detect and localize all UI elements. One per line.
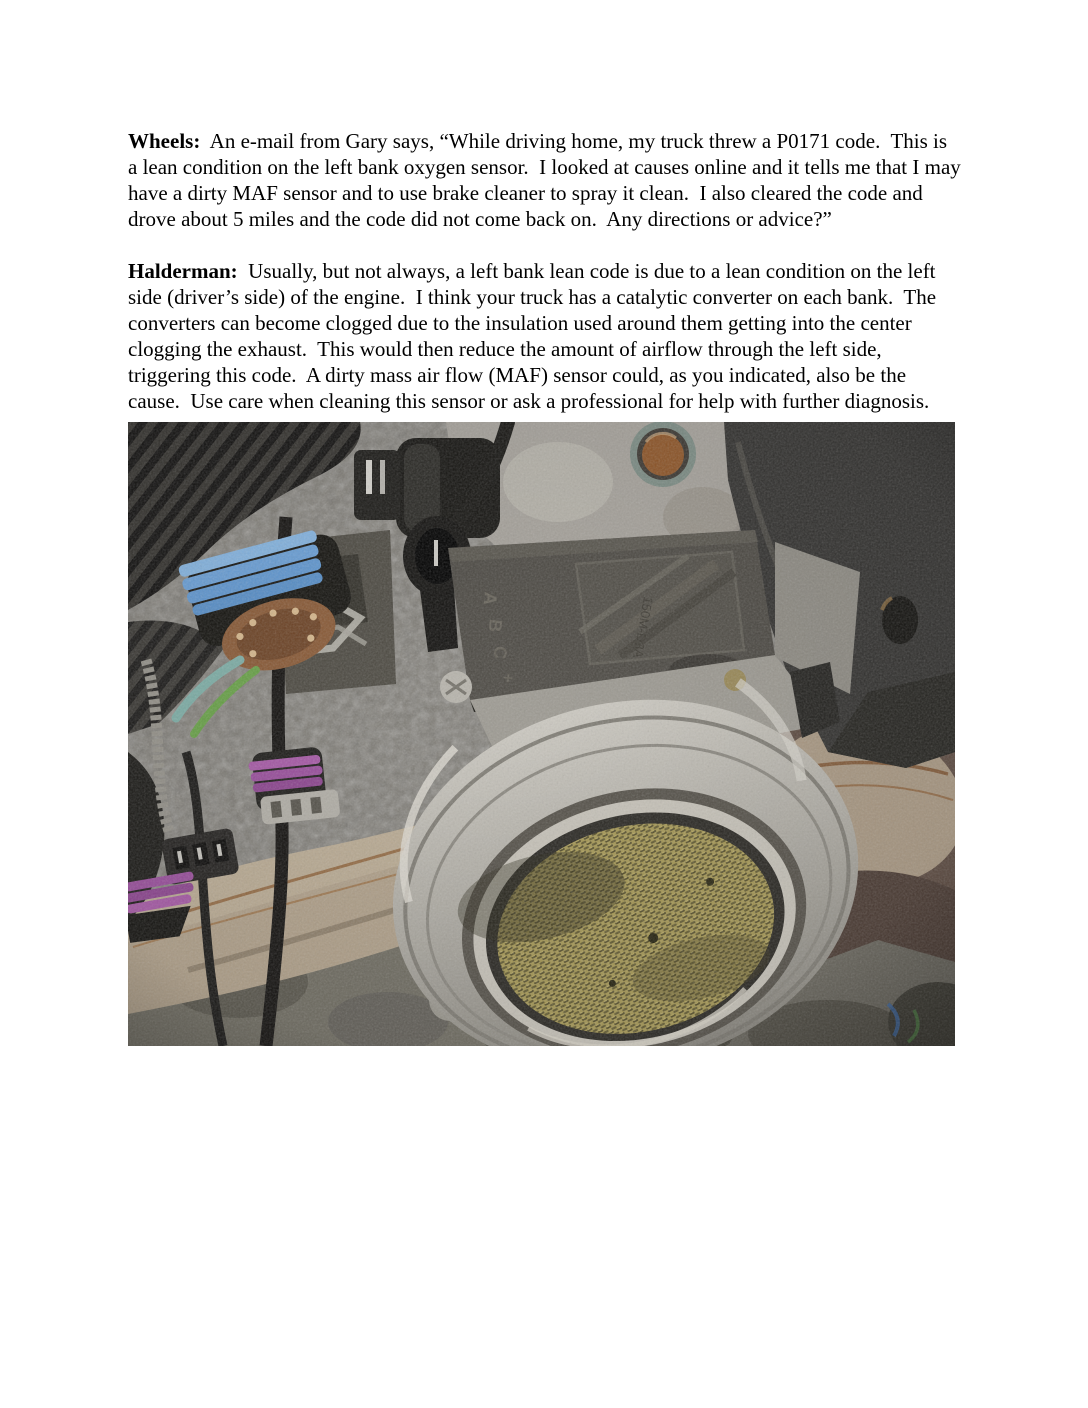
paragraph-wheels-text: An e-mail from Gary says, “While driving home, my truck threw a P0171 code. This is a lean condition on the left bank oxygen sensor. I looked at causes online and it tells me that I may have a dirty MAF sensor and to use brake cleaner to spray it clean. I also cleared the code and drove about 5 miles and the code did not come back on. Any directions or advice?” bbox=[128, 129, 967, 231]
speaker-label-wheels: Wheels: bbox=[128, 129, 201, 153]
maf-sensor-photo bbox=[128, 422, 955, 1046]
vignette bbox=[128, 422, 955, 1046]
text-column bbox=[128, 128, 967, 440]
speaker-label-halderman: Halderman: bbox=[128, 259, 238, 283]
paragraph-halderman bbox=[128, 258, 961, 414]
paragraph-wheels bbox=[128, 128, 967, 232]
paragraph-halderman-text: Usually, but not always, a left bank lean code is due to a lean condition on the left side (driver’s side) of the engine. I think your truck has a catalytic converter on each bank. The converters can become clogged due to the insulation used around them getting into the center clogging the exhaust. This would then reduce the amount of airflow through the left side, triggering this code. A dirty mass air flow (MAF) sensor could, as you indicated, also be the cause. Use care when cleaning this sensor or ask a professional for help with further diagnosis. bbox=[128, 259, 942, 413]
